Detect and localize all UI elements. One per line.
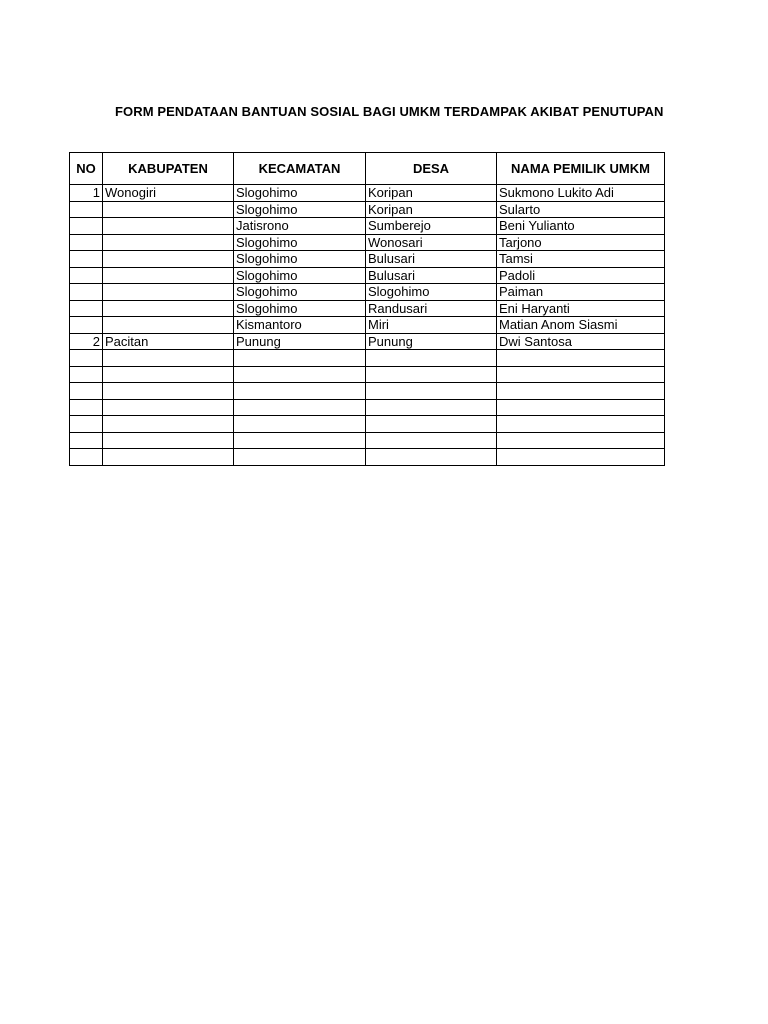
cell-kabupaten [103,350,234,367]
header-kabupaten: KABUPATEN [103,153,234,185]
cell-desa: Bulusari [366,267,497,284]
cell-nama-pemilik [497,366,665,383]
cell-no [70,218,103,235]
cell-no [70,317,103,334]
table-row [70,251,665,268]
table-row [70,449,665,466]
cell-kecamatan: Slogohimo [234,234,366,251]
cell-kabupaten [103,366,234,383]
cell-nama-pemilik: Tamsi [497,251,665,268]
table-row [70,350,665,367]
cell-kabupaten [103,383,234,400]
cell-kabupaten [103,432,234,449]
cell-no [70,416,103,433]
table-row [70,383,665,400]
cell-nama-pemilik: Matian Anom Siasmi [497,317,665,334]
table-row [70,284,665,301]
cell-nama-pemilik: Tarjono [497,234,665,251]
cell-kabupaten [103,416,234,433]
table-row [70,185,665,202]
cell-desa: Bulusari [366,251,497,268]
cell-kabupaten [103,234,234,251]
cell-no [70,383,103,400]
cell-nama-pemilik [497,449,665,466]
cell-kecamatan: Jatisrono [234,218,366,235]
cell-kabupaten [103,201,234,218]
cell-kecamatan [234,399,366,416]
cell-desa: Koripan [366,201,497,218]
table-row [70,300,665,317]
cell-no: 2 [70,333,103,350]
table-row [70,333,665,350]
cell-nama-pemilik [497,399,665,416]
table-row [70,416,665,433]
cell-no [70,449,103,466]
cell-desa [366,383,497,400]
cell-kecamatan: Punung [234,333,366,350]
cell-no [70,201,103,218]
cell-kecamatan [234,350,366,367]
cell-nama-pemilik: Padoli [497,267,665,284]
cell-kecamatan: Slogohimo [234,201,366,218]
table-row [70,218,665,235]
cell-kecamatan [234,416,366,433]
cell-kecamatan: Slogohimo [234,251,366,268]
cell-kecamatan [234,366,366,383]
cell-nama-pemilik [497,383,665,400]
form-title: FORM PENDATAAN BANTUAN SOSIAL BAGI UMKM TERDAMPAK AKIBAT PENUTUPAN [115,104,664,119]
cell-desa: Punung [366,333,497,350]
cell-desa: Sumberejo [366,218,497,235]
cell-kabupaten [103,399,234,416]
table-body [70,185,665,466]
cell-desa [366,350,497,367]
cell-no: 1 [70,185,103,202]
header-desa: DESA [366,153,497,185]
cell-kabupaten [103,267,234,284]
cell-desa: Koripan [366,185,497,202]
cell-nama-pemilik: Paiman [497,284,665,301]
table-row [70,201,665,218]
cell-kabupaten: Pacitan [103,333,234,350]
header-no: NO [70,153,103,185]
cell-no [70,350,103,367]
cell-kabupaten [103,300,234,317]
cell-kabupaten [103,251,234,268]
cell-no [70,432,103,449]
cell-kabupaten [103,317,234,334]
cell-desa: Miri [366,317,497,334]
cell-kabupaten [103,218,234,235]
cell-nama-pemilik: Dwi Santosa [497,333,665,350]
cell-kecamatan: Slogohimo [234,284,366,301]
cell-no [70,399,103,416]
cell-desa [366,399,497,416]
cell-no [70,366,103,383]
cell-nama-pemilik [497,350,665,367]
cell-kecamatan: Slogohimo [234,300,366,317]
cell-desa [366,432,497,449]
cell-nama-pemilik: Eni Haryanti [497,300,665,317]
cell-kecamatan: Kismantoro [234,317,366,334]
cell-kecamatan [234,383,366,400]
cell-kecamatan [234,449,366,466]
header-nama-pemilik: NAMA PEMILIK UMKM [497,153,665,185]
header-kecamatan: KECAMATAN [234,153,366,185]
cell-nama-pemilik: Sukmono Lukito Adi [497,185,665,202]
cell-kecamatan: Slogohimo [234,267,366,284]
cell-nama-pemilik [497,432,665,449]
cell-no [70,234,103,251]
table-row [70,317,665,334]
cell-desa: Slogohimo [366,284,497,301]
table-row [70,234,665,251]
umkm-data-table [69,152,665,466]
cell-no [70,267,103,284]
table-row [70,432,665,449]
cell-nama-pemilik: Beni Yulianto [497,218,665,235]
cell-kecamatan [234,432,366,449]
cell-kecamatan: Slogohimo [234,185,366,202]
table-row [70,366,665,383]
cell-desa [366,416,497,433]
cell-kabupaten [103,449,234,466]
table-header-row [70,153,665,185]
cell-desa [366,449,497,466]
cell-no [70,251,103,268]
cell-desa: Wonosari [366,234,497,251]
cell-kabupaten: Wonogiri [103,185,234,202]
table-row [70,399,665,416]
cell-kabupaten [103,284,234,301]
cell-desa [366,366,497,383]
cell-nama-pemilik: Sularto [497,201,665,218]
cell-desa: Randusari [366,300,497,317]
cell-no [70,300,103,317]
cell-nama-pemilik [497,416,665,433]
cell-no [70,284,103,301]
table-row [70,267,665,284]
